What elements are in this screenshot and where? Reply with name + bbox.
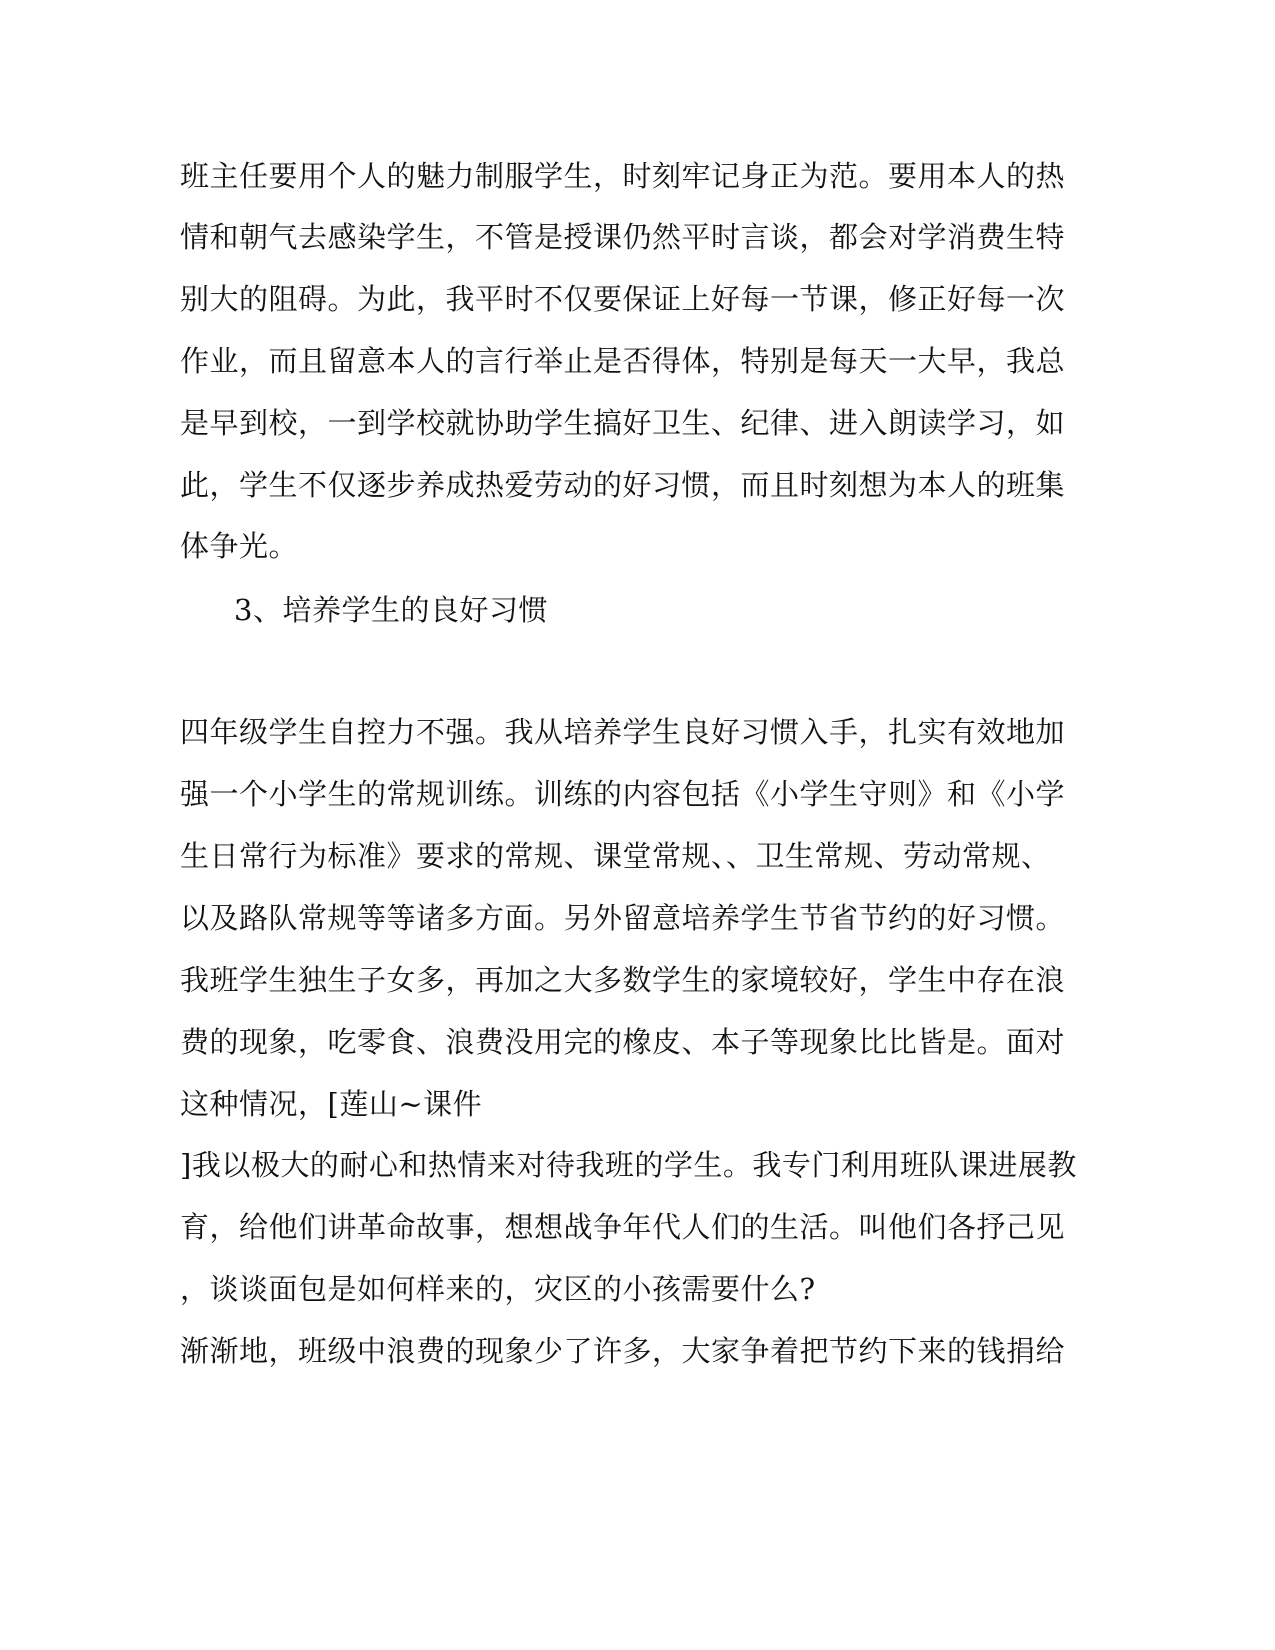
paragraph-line: 费的现象，吃零食、浪费没用完的橡皮、本子等现象比比皆是。面对 bbox=[180, 1025, 1066, 1059]
paragraph-line: ]我以极大的耐心和热情来对待我班的学生。我专门利用班队课进展教 bbox=[180, 1148, 1077, 1182]
paragraph-line: 此，学生不仅逐步养成热爱劳动的好习惯，而且时刻想为本人的班集 bbox=[180, 468, 1066, 502]
paragraph-line: ，谈谈面包是如何样来的，灾区的小孩需要什么? bbox=[180, 1272, 816, 1306]
paragraph-line: 别大的阻碍。为此，我平时不仅要保证上好每一节课，修正好每一次 bbox=[180, 282, 1066, 316]
paragraph-line: 这种情况，[莲山~课件 bbox=[180, 1087, 483, 1121]
paragraph-line: 育，给他们讲革命故事，想想战争年代人们的生活。叫他们各抒己见 bbox=[180, 1210, 1066, 1244]
paragraph-line: 班主任要用个人的魅力制服学生，时刻牢记身正为范。要用本人的热 bbox=[180, 159, 1066, 193]
paragraph-line: 四年级学生自控力不强。我从培养学生良好习惯入手，扎实有效地加 bbox=[180, 715, 1066, 749]
paragraph-line: 渐渐地，班级中浪费的现象少了许多，大家争着把节约下来的钱捐给 bbox=[180, 1334, 1066, 1368]
paragraph-line: 体争光。 bbox=[180, 529, 299, 563]
paragraph-line: 以及路队常规等等诸多方面。另外留意培养学生节省节约的好习惯。 bbox=[180, 901, 1066, 935]
paragraph-line: 情和朝气去感染学生，不管是授课仍然平时言谈，都会对学消费生特 bbox=[180, 220, 1066, 254]
section-heading: 3、培养学生的良好习惯 bbox=[234, 593, 548, 627]
paragraph-line: 作业，而且留意本人的言行举止是否得体，特别是每天一大早，我总 bbox=[180, 344, 1066, 378]
paragraph-line: 我班学生独生子女多，再加之大多数学生的家境较好，学生中存在浪 bbox=[180, 963, 1066, 997]
paragraph-line: 是早到校，一到学校就协助学生搞好卫生、纪律、进入朗读学习，如 bbox=[180, 406, 1066, 440]
paragraph-line: 生日常行为标准》要求的常规、课堂常规、、卫生常规、劳动常规、 bbox=[180, 839, 1051, 873]
paragraph-line: 强一个小学生的常规训练。训练的内容包括《小学生守则》和《小学 bbox=[180, 777, 1066, 811]
